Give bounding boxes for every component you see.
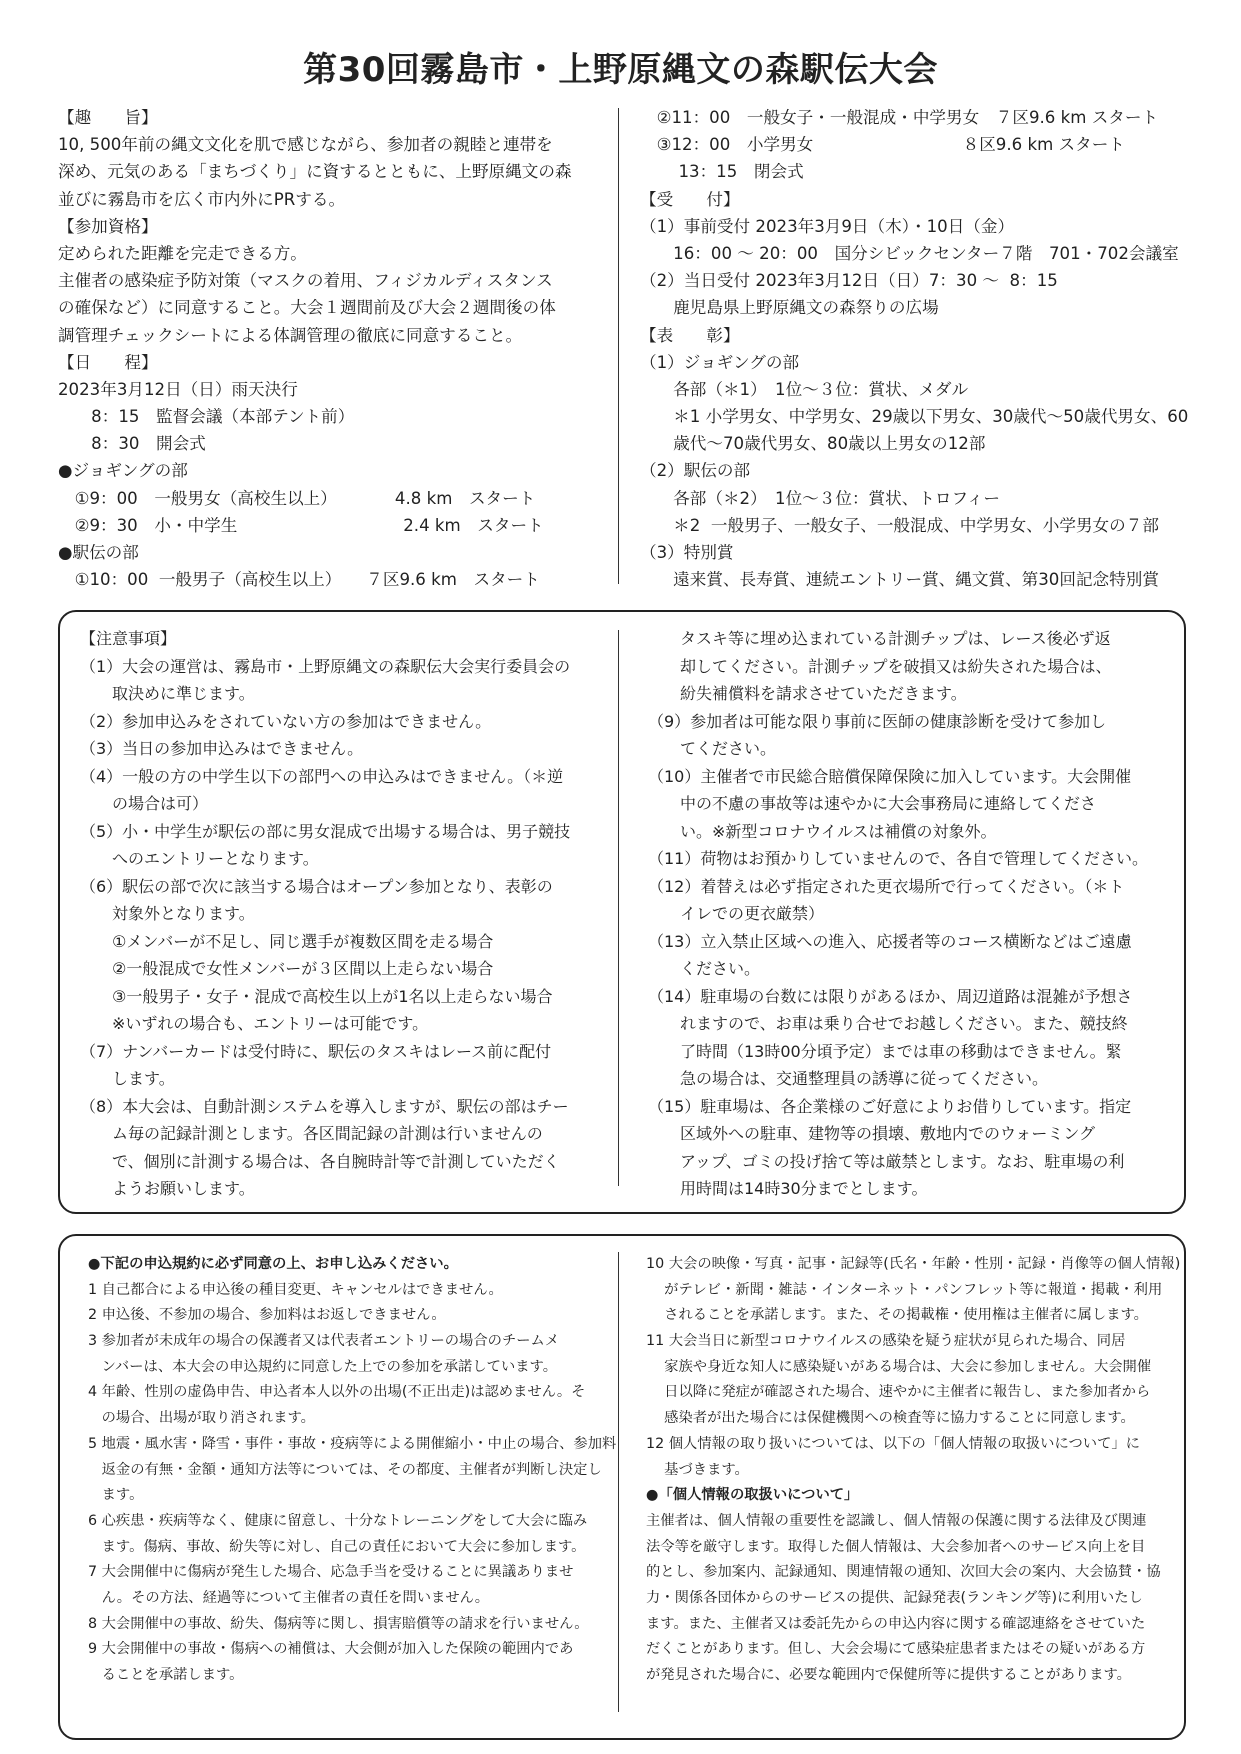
notes-divider [618,630,619,1186]
text-line: （2）駅伝の部 [640,461,751,481]
text-line: ①9：00 一般男女（高校生以上） 4.8 km スタート [58,488,536,508]
text-line: 各部（＊2） 1位～３位：賞状、トロフィー [640,488,1000,508]
text-line: ●ジョギングの部 [58,461,188,481]
text-line: 1 自己都合による申込後の種目変更、キャンセルはできません。 [88,1281,503,1298]
text-line: します。 [80,1069,175,1088]
text-line: 日以降に発症が確認された場合、速やかに主催者に報告し、また参加者から [646,1384,1151,1401]
text-line: てください。 [648,739,777,758]
text-line: れますので、お車は乗り合せでお越しください。また、競技終 [648,1014,1128,1033]
text-line: ＊2 一般男子、一般女子、一般混成、中学男女、小学男女の７部 [640,515,1159,535]
text-line: 2023年3月12日（日）雨天決行 [58,379,298,399]
text-line: 5 地震・風水害・降雪・事件・事故・疫病等による開催縮小・中止の場合、参加料 [88,1435,617,1452]
text-line: 各部（＊1） 1位～３位：賞状、メダル [640,379,969,399]
column-divider [618,108,619,584]
text-line: ③一般男子・女子・混成で高校生以上が1名以上走らない場合 [80,986,553,1006]
page-title: 第30回霧島市・上野原縄文の森駅伝大会 [303,50,938,90]
text-line: 深め、元気のある「まちづくり」に資するとともに、上野原縄文の森 [58,162,572,182]
text-line: （2）当日受付 2023年3月12日（日）7：30 ～ 8：15 [640,271,1058,291]
text-line: ください。 [648,959,761,978]
text-line: ます。 [88,1487,144,1504]
notes-right-column [648,625,1148,1203]
text-line: 主催者は、個人情報の重要性を認識し、個人情報の保護に関する法律及び関連 [646,1512,1147,1529]
text-line: 鹿児島県上野原縄文の森祭りの広場 [640,298,939,318]
text-line: 8 大会開催中の事故、紛失、傷病等に関し、損害賠償等の請求を行いません。 [88,1615,589,1632]
text-line: されることを承諾します。また、その掲載権・使用権は主催者に属します。 [646,1307,1148,1324]
text-line: 了時間（13時00分頃予定）までは車の移動はできません。緊 [648,1041,1122,1061]
text-line: （5）小・中学生が駅伝の部に男女混成で出場する場合は、男子競技 [80,821,571,841]
text-line: 急の場合は、交通整理員の誘導に従ってください。 [648,1069,1049,1088]
text-line: ム毎の記録計測とします。各区間記録の計測は行いませんの [80,1124,543,1143]
text-line: （15）駐車場は、各企業様のご好意によりお借りしています。指定 [648,1096,1132,1116]
text-line: 家族や身近な知人に感染疑いがある場合は、大会に参加しません。大会開催 [646,1358,1152,1375]
text-line: 11 大会当日に新型コロナウイルスの感染を疑う症状が見られた場合、同居 [646,1333,1126,1350]
text-line: 12 個人情報の取り扱いについては、以下の「個人情報の取扱いについて」に [646,1435,1140,1452]
text-line: 【参加資格】 [58,216,158,236]
event-overview-column [58,104,598,593]
text-line: 主催者の感染症予防対策（マスクの着用、フィジカルディスタンス [58,271,553,291]
text-line: 却してください。計測チップを破損又は紛失された場合は、 [648,656,1112,676]
text-line: ②9：30 小・中学生 2.4 km スタート [58,515,544,535]
text-line: （14）駐車場の台数には限りがあるほか、周辺道路は混雑が予想さ [648,986,1133,1006]
text-line: ②一般混成で女性メンバーが３区間以上走らない場合 [80,959,494,978]
text-line: ●駅伝の部 [58,543,139,562]
text-line: 7 大会開催中に傷病が発生した場合、応急手当を受けることに異議ありませ [88,1564,574,1581]
text-line: 的とし、参加案内、記録通知、関連情報の通知、次回大会の案内、大会協賛・協 [646,1564,1161,1581]
text-line: の場合は可） [80,794,209,813]
text-line: 【受 付】 [640,189,740,209]
text-line: ます。傷病、事故、紛失等に対し、自己の責任において大会に参加します。 [88,1538,586,1555]
text-line: 9 大会開催中の事故・傷病への補償は、大会側が加入した保険の範囲内であ [88,1641,574,1658]
text-line: （4）一般の方の中学生以下の部門への申込みはできません。（＊逆 [80,766,564,786]
text-line: ①メンバーが不足し、同じ選手が複数区間を走る場合 [80,931,494,951]
text-line: （2）参加申込みをされていない方の参加はできません。 [80,711,492,731]
text-line: 【趣 旨】 [58,108,158,127]
text-line: ることを承諾します。 [88,1667,244,1683]
text-line: 返金の有無・金額・通知方法等については、その都度、主催者が判断し決定し [88,1461,602,1478]
text-line: 中の不慮の事故等は速やかに大会事務局に連絡してくださ [648,794,1097,813]
text-line: へのエントリーとなります。 [80,849,319,868]
text-line: 並びに霧島市を広く市内外にPRする。 [58,189,346,209]
text-line: 法令等を厳守します。取得した個人情報は、大会参加者へのサービス向上を目 [646,1538,1146,1555]
text-line: ます。また、主催者又は委託先からの申込内容に関する確認連絡をさせていた [646,1615,1146,1632]
text-line: （12）着替えは必ず指定された更衣場所で行ってください。（＊ト [648,876,1125,896]
text-line: （3）当日の参加申込みはできません。 [80,739,364,758]
text-line: ③12：00 小学男女 ８区9.6 km スタート [640,135,1125,155]
text-line: 定められた距離を完走できる方。 [58,243,307,263]
text-line: 基づきます。 [646,1461,749,1478]
text-line: 【日 程】 [58,352,158,372]
text-line: 10 大会の映像・写真・記事・記録等(氏名・年齢・性別・記録・肖像等の個人情報) [646,1256,1181,1272]
text-line: だくことがあります。但し、大会会場にて感染症患者またはその疑いがある方 [646,1641,1146,1658]
text-line: （8）本大会は、自動計測システムを導入しますが、駅伝の部はチー [80,1096,569,1116]
text-line: （6）駅伝の部で次に該当する場合はオープン参加となり、表彰の [80,876,553,896]
text-line: 2 申込後、不参加の場合、参加料はお返しできません。 [88,1307,446,1324]
text-line: ●「個人情報の取扱いについて」 [646,1487,859,1504]
text-line: （11）荷物はお預かりしていませんので、各自で管理してください。 [648,849,1149,868]
text-line: 区域外への駐車、建物等の損壊、敷地内でのウォーミング [648,1124,1096,1143]
text-line: 取決めに準じます。 [80,684,255,703]
text-line: がテレビ・新聞・雑誌・インターネット・パンフレット等に報道・掲載・利用 [646,1281,1163,1298]
text-line: の場合、出場が取り消されます。 [88,1410,315,1427]
text-line: タスキ等に埋め込まれている計測チップは、レース後必ず返 [648,629,1111,648]
event-details-column [640,104,1200,593]
text-line: ※いずれの場合も、エントリーは可能です。 [80,1014,429,1033]
text-line: 13：15 閉会式 [640,162,804,182]
text-line: 遠来賞、長寿賞、連続エントリー賞、縄文賞、第30回記念特別賞 [640,570,1159,590]
text-line: 8：15 監督会議（本部テント前） [58,407,355,427]
text-line: 4 年齢、性別の虚偽申告、申込者本人以外の出場(不正出走)は認めません。そ [88,1384,586,1401]
rules-divider [618,1252,619,1712]
text-line: 【表 彰】 [640,325,740,345]
text-line: 力・関係各団体からのサービスの提供、記録発表(ランキング等)に利用いたし [646,1589,1143,1606]
text-line: アップ、ゴミの投げ捨て等は厳禁とします。なお、駐車場の利 [648,1151,1125,1171]
text-line: 対象外となります。 [80,904,255,923]
text-line: 8：30 開会式 [58,434,206,454]
rules-left-column [88,1252,616,1689]
text-line: （13）立入禁止区域への進入、応援者等のコース横断などはご遠慮 [648,931,1132,951]
text-line: （3）特別賞 [640,543,734,562]
text-line: 【注意事項】 [80,629,177,648]
text-line: 16：00 ～ 20：00 国分シビックセンター７階 701・702会議室 [640,243,1179,263]
text-line: ①10：00 一般男子（高校生以上） ７区9.6 km スタート [58,570,540,590]
text-line: 用時間は14時30分までとします。 [648,1179,928,1198]
text-line: 歳代～70歳代男女、80歳以上男女の12部 [640,434,986,454]
text-line: （1）大会の運営は、霧島市・上野原縄文の森駅伝大会実行委員会の [80,656,571,676]
text-line: 調管理チェックシートによる体調管理の徹底に同意すること。 [58,325,523,345]
text-line: い。※新型コロナウイルスは補償の対象外。 [648,821,997,841]
text-line: が発見された場合に、必要な範囲内で保健所等に提供することがあります。 [646,1667,1131,1683]
text-line: ンバーは、本大会の申込規約に同意した上での参加を承諾しています。 [88,1358,557,1375]
text-line: ん。その方法、経過等について主催者の責任を問いません。 [88,1589,490,1606]
text-line: 6 心疾患・疾病等なく、健康に留意し、十分なトレーニングをして大会に臨み [88,1512,588,1529]
text-line: （1）ジョギングの部 [640,352,800,372]
text-line: で、個別に計測する場合は、各自腕時計等で計測していただく [80,1151,560,1171]
rules-right-column [646,1252,1180,1689]
text-line: 感染者が出た場合には保健機関への検査等に協力することに同意します。 [646,1410,1135,1427]
text-line: 3 参加者が未成年の場合の保護者又は代表者エントリーの場合のチームメ [88,1333,560,1350]
text-line: （1）事前受付 2023年3月9日（木）・10日（金） [640,216,1015,236]
text-line: 10, 500年前の縄文文化を肌で感じながら、参加者の親睦と連帯を [58,135,553,155]
text-line: （9）参加者は可能な限り事前に医師の健康診断を受けて参加し [648,711,1107,731]
text-line: ようお願いします。 [80,1179,255,1198]
text-line: の確保など）に同意すること。大会１週間前及び大会２週間後の体 [58,298,556,318]
text-line: （10）主催者で市民総合賠償保障保険に加入しています。大会開催 [648,766,1132,786]
text-line: （7）ナンバーカードは受付時に、駅伝のタスキはレース前に配付 [80,1041,552,1061]
text-line: イレでの更衣厳禁） [648,904,825,923]
text-line: ＊1 小学男女、中学男女、29歳以下男女、30歳代～50歳代男女、60 [640,407,1189,427]
text-line: ②11：00 一般女子・一般混成・中学男女 ７区9.6 km スタート [640,108,1159,127]
text-line: 紛失補償料を請求させていただきます。 [648,684,967,703]
notes-left-column [80,625,570,1203]
text-line: ●下記の申込規約に必ず同意の上、お申し込みください。 [88,1256,458,1272]
